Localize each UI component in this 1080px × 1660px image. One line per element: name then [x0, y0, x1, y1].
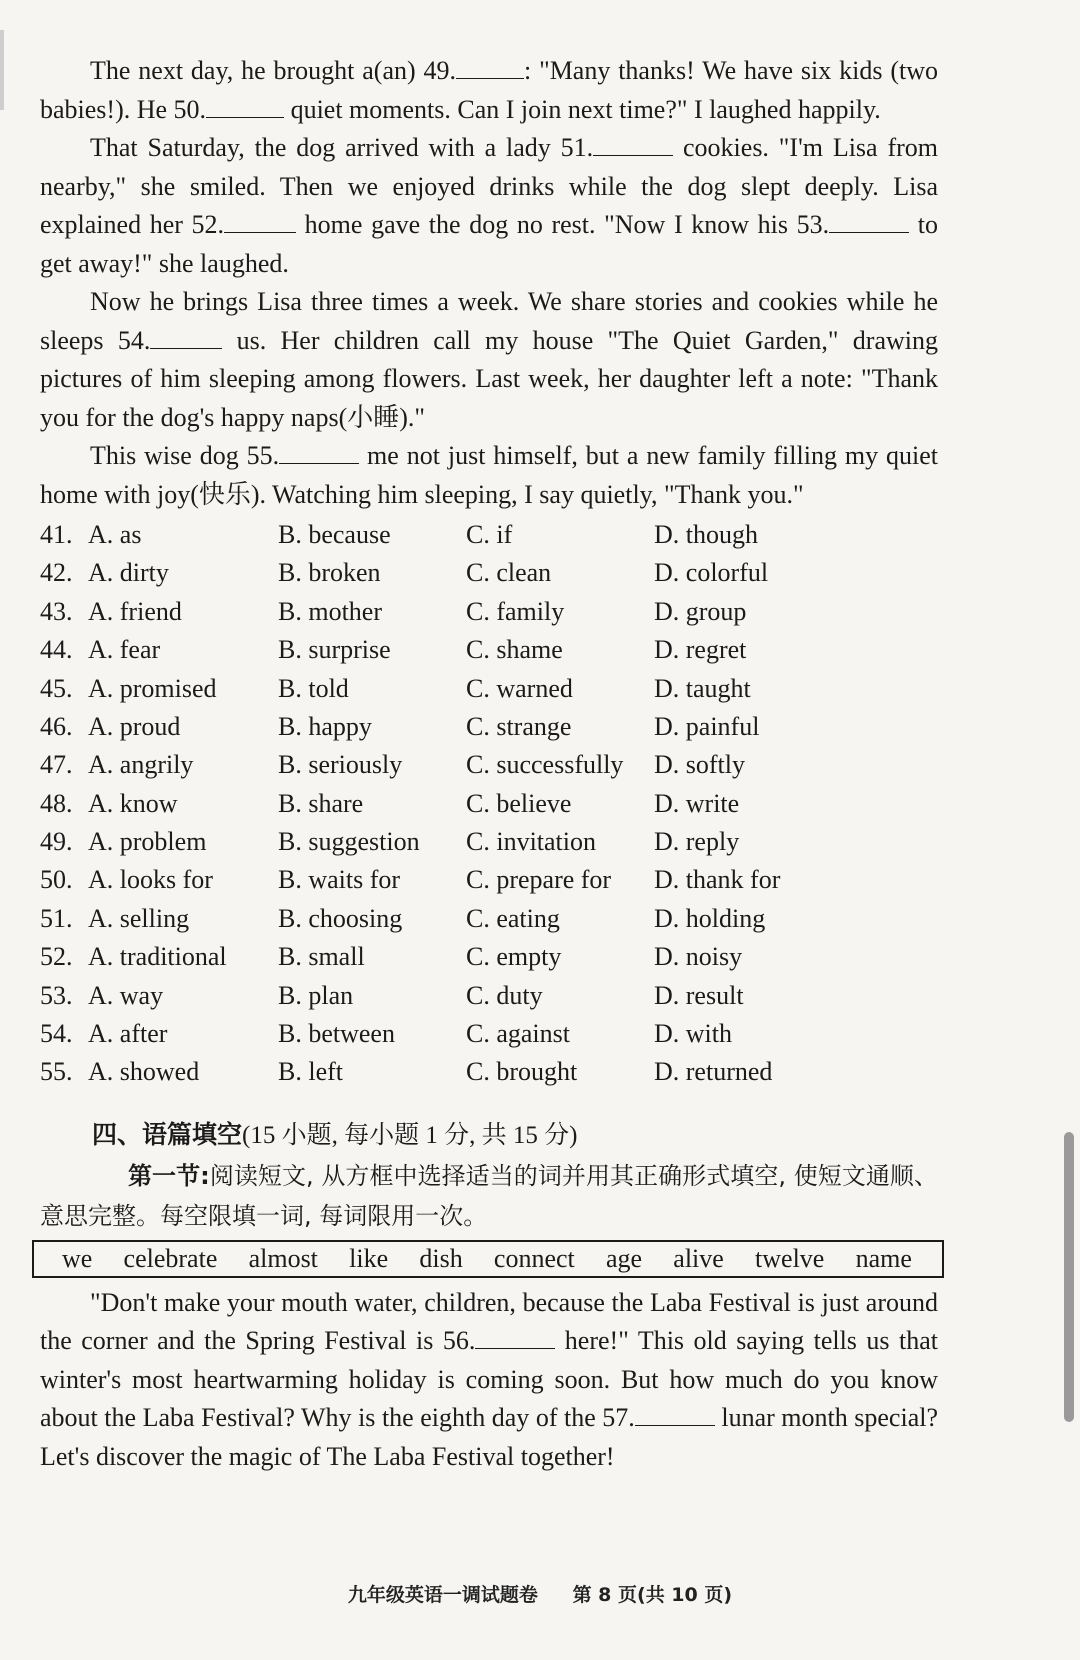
blank-55[interactable] — [279, 441, 359, 464]
passage-paragraph-3 — [40, 283, 938, 437]
scrollbar-thumb[interactable] — [1064, 1132, 1074, 1422]
option-d[interactable]: D. write — [654, 788, 740, 818]
question-number: 45. — [40, 673, 73, 703]
option-row-48 — [40, 785, 938, 823]
word-box — [32, 1240, 944, 1278]
question-number: 51. — [40, 903, 73, 933]
passage-paragraph-1 — [40, 52, 938, 129]
section-title: 四、语篇填空 — [92, 1119, 243, 1149]
word-box-item: alive — [673, 1243, 724, 1273]
passage-text: to get away!" she laughed. — [40, 210, 939, 278]
question-number: 41. — [40, 519, 73, 549]
page-content — [40, 52, 938, 1476]
blank-52[interactable] — [224, 210, 296, 233]
option-c[interactable]: C. brought — [466, 1057, 578, 1087]
question-number: 44. — [40, 635, 73, 665]
question-number: 49. — [40, 827, 73, 857]
laba-passage-paragraph — [40, 1284, 938, 1477]
section-instruction — [40, 1156, 938, 1236]
word-box-item: twelve — [755, 1243, 825, 1273]
option-d[interactable]: D. softly — [654, 750, 745, 780]
question-number: 50. — [40, 865, 73, 895]
option-b[interactable]: B. waits for — [278, 865, 401, 895]
option-c[interactable]: C. believe — [466, 788, 572, 818]
option-d[interactable]: D. reply — [654, 827, 740, 857]
option-row-55 — [40, 1053, 938, 1091]
option-c[interactable]: C. shame — [466, 635, 563, 665]
passage-text: quiet moments. Can I join next time?" I laughed happily. — [284, 94, 881, 124]
blank-54[interactable] — [150, 326, 222, 349]
option-a[interactable]: A. traditional — [88, 942, 227, 972]
question-number: 47. — [40, 750, 73, 780]
option-d[interactable]: D. group — [654, 596, 747, 626]
passage-text: lunar month special? Let's discover the magic of The Laba Festival together! — [40, 1403, 938, 1471]
option-row-42 — [40, 554, 938, 592]
option-a[interactable]: A. way — [88, 980, 164, 1010]
option-row-50 — [40, 862, 938, 900]
word-box-item: name — [855, 1243, 912, 1273]
option-c[interactable]: C. clean — [466, 558, 552, 588]
option-row-47 — [40, 746, 938, 784]
option-row-49 — [40, 823, 938, 861]
option-row-51 — [40, 900, 938, 938]
option-d[interactable]: D. noisy — [654, 942, 743, 972]
option-row-41 — [40, 516, 938, 554]
option-d[interactable]: D. with — [654, 1019, 732, 1049]
word-box-item: almost — [248, 1243, 318, 1273]
option-a[interactable]: A. after — [88, 1019, 168, 1049]
question-number: 53. — [40, 980, 73, 1010]
passage-text: me not just himself, but a new family filling my quiet home with joy(快乐). Watching him sleeping, I say quietly, "Thank you." — [40, 441, 938, 509]
option-d[interactable]: D. returned — [654, 1057, 773, 1087]
word-box-item: we — [62, 1243, 93, 1273]
option-b[interactable]: B. seriously — [278, 750, 403, 780]
instruction-text: 阅读短文, 从方框中选择适当的词并用其正确形式填空, 使短文通顺、意思完整。每空限填一词, 每词限用一次。 — [40, 1161, 938, 1230]
question-number: 54. — [40, 1019, 73, 1049]
question-number: 43. — [40, 596, 73, 626]
blank-56[interactable] — [475, 1326, 555, 1349]
option-b[interactable]: B. told — [278, 673, 349, 703]
option-a[interactable]: A. looks for — [88, 865, 213, 895]
question-number: 42. — [40, 558, 73, 588]
passage-text: cookies. "I'm Lisa from nearby," she smiled. Then we enjoyed drinks while the dog slept deeply. Lisa explained her 52. — [40, 133, 938, 239]
option-d[interactable]: D. holding — [654, 903, 766, 933]
passage-text: Now he brings Lisa three times a week. We share stories and cookies while he sleeps 54. — [40, 287, 938, 355]
option-row-46 — [40, 708, 938, 746]
option-c[interactable]: C. against — [466, 1019, 570, 1049]
word-box-item: age — [605, 1243, 643, 1273]
option-row-43 — [40, 593, 938, 631]
option-d[interactable]: D. result — [654, 980, 744, 1010]
word-box-item: dish — [419, 1243, 463, 1273]
word-box-item: connect — [493, 1243, 575, 1273]
passage-paragraph-4 — [40, 437, 938, 514]
option-a[interactable]: A. angrily — [88, 750, 194, 780]
option-d[interactable]: D. thank for — [654, 865, 781, 895]
word-box-item: like — [349, 1243, 389, 1273]
option-b[interactable]: B. share — [278, 788, 364, 818]
option-b[interactable]: B. between — [278, 1019, 395, 1049]
option-b[interactable]: B. small — [278, 942, 365, 972]
option-row-45 — [40, 670, 938, 708]
option-b[interactable]: B. broken — [278, 558, 381, 588]
section-4-heading — [40, 1114, 938, 1156]
option-a[interactable]: A. dirty — [88, 558, 169, 588]
blank-50[interactable] — [206, 95, 284, 118]
passage-text: us. Her children call my house "The Quiet Garden," drawing pictures of him sleeping among flowers. Last week, her daughter left a note: "Thank you for the dog's happy naps(小睡)." — [40, 325, 938, 432]
option-b[interactable]: B. left — [278, 1057, 343, 1087]
section-score-note: (15 小题, 每小题 1 分, 共 15 分) — [242, 1121, 578, 1149]
option-d[interactable]: D. regret — [654, 635, 747, 665]
option-b[interactable]: B. because — [278, 519, 391, 549]
passage-text: This wise dog 55. — [90, 441, 280, 470]
option-c[interactable]: C. successfully — [466, 750, 624, 780]
option-a[interactable]: A. selling — [88, 903, 190, 933]
option-a[interactable]: A. fear — [88, 635, 161, 665]
option-a[interactable]: A. showed — [88, 1057, 200, 1087]
option-a[interactable]: A. problem — [88, 827, 207, 857]
question-number: 48. — [40, 788, 73, 818]
option-a[interactable]: A. know — [88, 788, 178, 818]
option-c[interactable]: C. invitation — [466, 827, 596, 857]
option-c[interactable]: C. strange — [466, 711, 572, 741]
passage-text: : "Many thanks! We have six kids (two babies!). He 50. — [40, 56, 938, 124]
question-number: 55. — [40, 1057, 73, 1087]
option-row-54 — [40, 1015, 938, 1053]
option-b[interactable]: B. suggestion — [278, 827, 420, 857]
option-c[interactable]: C. prepare for — [466, 865, 612, 895]
passage-text: here!" This old saying tells us that winter's most heartwarming holiday is coming soon. But how much do you know about the Laba Festival? Why is the eighth day of the 57. — [40, 1326, 938, 1433]
option-a[interactable]: A. proud — [88, 711, 181, 741]
option-b[interactable]: B. happy — [278, 711, 372, 741]
option-row-52 — [40, 938, 938, 976]
option-b[interactable]: B. choosing — [278, 903, 403, 933]
option-c[interactable]: C. empty — [466, 942, 562, 972]
word-box-item: celebrate — [123, 1243, 218, 1273]
blank-49[interactable] — [456, 56, 524, 79]
option-c[interactable]: C. family — [466, 596, 565, 626]
page-edge-shadow — [0, 30, 4, 110]
option-c[interactable]: C. eating — [466, 903, 560, 933]
option-d[interactable]: D. taught — [654, 673, 751, 703]
option-b[interactable]: B. surprise — [278, 635, 391, 665]
option-row-44 — [40, 631, 938, 669]
option-a[interactable]: A. friend — [88, 596, 182, 626]
blank-57[interactable] — [635, 1403, 715, 1426]
option-d[interactable]: D. painful — [654, 711, 760, 741]
question-number: 52. — [40, 942, 73, 972]
option-d[interactable]: D. though — [654, 519, 758, 549]
option-a[interactable]: A. promised — [88, 673, 217, 703]
page-footer — [0, 1580, 1080, 1607]
part-label: 第一节: — [128, 1161, 210, 1190]
option-b[interactable]: B. plan — [278, 980, 354, 1010]
option-c[interactable]: C. warned — [466, 673, 573, 703]
option-d[interactable]: D. colorful — [654, 558, 769, 588]
passage-text: "Don't make your mouth water, children, because the Laba Festival is just around the corner and the Spring Festival is 56. — [40, 1287, 938, 1356]
option-a[interactable]: A. as — [88, 519, 142, 549]
passage-paragraph-2 — [40, 129, 938, 283]
question-number: 46. — [40, 711, 73, 741]
answer-options-list — [40, 516, 938, 1092]
passage-text: home gave the dog no rest. "Now I know his 53. — [296, 210, 830, 239]
option-row-53 — [40, 977, 938, 1015]
option-c[interactable]: C. duty — [466, 980, 543, 1010]
blank-53[interactable] — [829, 210, 909, 233]
passage-text: That Saturday, the dog arrived with a lady 51. — [90, 133, 594, 162]
blank-51[interactable] — [593, 133, 673, 156]
option-c[interactable]: C. if — [466, 519, 513, 549]
passage-text: The next day, he brought a(an) 49. — [90, 56, 456, 85]
option-b[interactable]: B. mother — [278, 596, 382, 626]
exam-title: 九年级英语一调试题卷 — [347, 1584, 538, 1606]
page-number: 第 8 页(共 10 页) — [572, 1584, 733, 1606]
